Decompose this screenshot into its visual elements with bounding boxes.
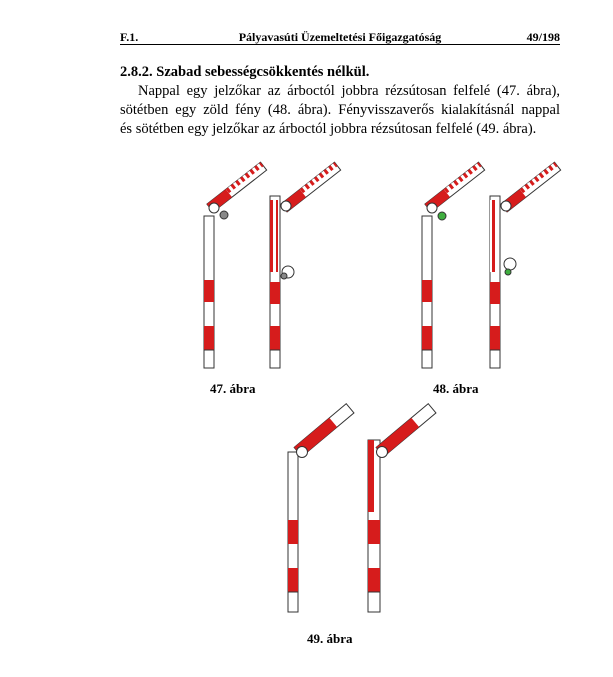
paragraph-line: és sötétben egy jelzőkar az árboctól jobbra rézsútosan felfelé (49. ábra). [120, 121, 537, 137]
header-page-number: 49/198 [526, 30, 560, 44]
section-title: 2.8.2. Szabad sebességcsökkentés nélkül. [120, 64, 370, 80]
header-section-code: F.1. [120, 30, 139, 44]
figure-48-caption: 48. ábra [433, 381, 479, 396]
figure-47-daylight-signal [204, 162, 341, 368]
paragraph-line: sötétben egy zöld fény (48. ábra). Fényvisszaverős kialakításnál nappal [120, 102, 560, 118]
figure-47-caption: 47. ábra [210, 381, 256, 396]
header-organization: Pályavasúti Üzemeltetési Főigazgatóság [238, 30, 442, 44]
paragraph-line: Nappal egy jelzőkar az árboctól jobbra rézsútosan felfelé (47. ábra), [138, 83, 560, 99]
figure-49-caption: 49. ábra [307, 631, 353, 646]
figure-49-reflective-signal [288, 404, 436, 612]
figure-48-night-signal [422, 162, 561, 368]
